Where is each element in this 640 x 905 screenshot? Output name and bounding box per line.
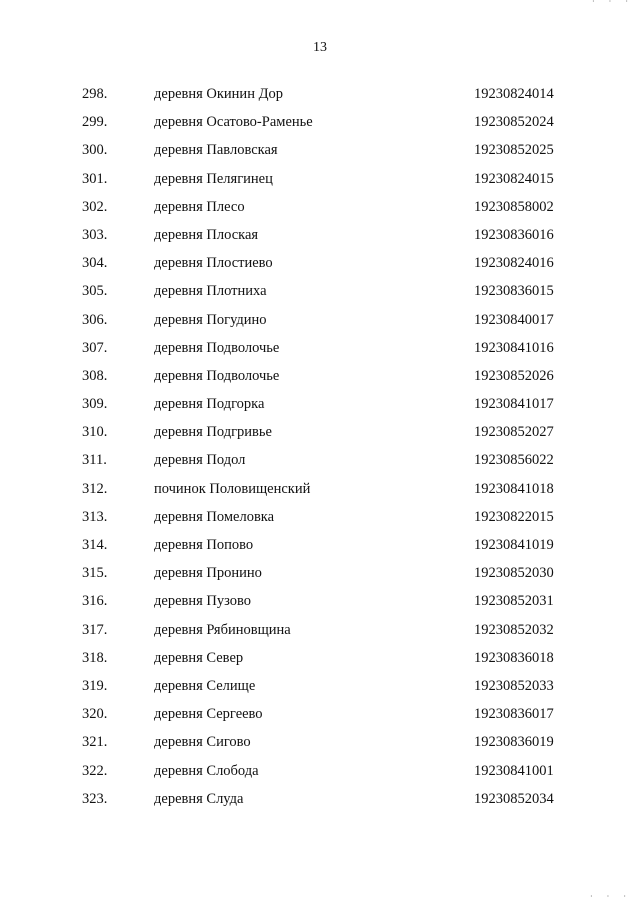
settlement-row (0, 422, 640, 450)
row-number: 321. (82, 734, 108, 751)
oktmo-code: 19230841016 (474, 339, 554, 356)
row-number: 307. (82, 339, 108, 356)
row-number: 298. (82, 86, 108, 102)
settlement-row (0, 479, 640, 507)
row-number: 299. (82, 114, 108, 131)
settlement-list (0, 84, 640, 817)
settlement-name: деревня Селище (154, 677, 256, 694)
settlement-name: деревня Сигово (154, 734, 251, 751)
settlement-row (0, 253, 640, 281)
oktmo-code: 19230852024 (474, 114, 554, 131)
settlement-name: деревня Попово (154, 537, 254, 553)
oktmo-code: 19230852027 (474, 424, 554, 441)
row-number: 315. (82, 565, 108, 582)
settlement-row (0, 225, 640, 253)
oktmo-code: 19230836015 (474, 283, 554, 300)
oktmo-code: 19230852030 (474, 565, 554, 582)
settlement-name: деревня Подволочье (154, 339, 280, 356)
oktmo-code: 19230852031 (474, 593, 554, 610)
oktmo-code: 19230841018 (474, 480, 554, 497)
settlement-name: деревня Рябиновщина (154, 621, 291, 638)
settlement-row (0, 676, 640, 704)
settlement-row (0, 366, 640, 394)
settlement-name: починок Половищенский (154, 480, 311, 497)
row-number: 314. (82, 537, 108, 553)
row-number: 302. (82, 198, 108, 215)
settlement-name: деревня Плоская (154, 226, 259, 243)
oktmo-code: 19230824015 (474, 170, 554, 187)
settlement-row (0, 310, 640, 338)
row-number: 304. (82, 255, 108, 272)
settlement-name: деревня Подгривье (154, 424, 272, 441)
oktmo-code: 19230852034 (474, 790, 554, 807)
settlement-row (0, 732, 640, 760)
page-number: 13 (313, 40, 327, 55)
settlement-row (0, 704, 640, 732)
row-number: 306. (82, 311, 108, 328)
oktmo-code: 19230841017 (474, 396, 554, 413)
scan-artifact-mark: · · · (592, 0, 634, 6)
settlement-row (0, 140, 640, 168)
row-number: 311. (82, 452, 107, 469)
settlement-name: деревня Север (154, 649, 244, 666)
row-number: 310. (82, 424, 108, 441)
oktmo-code: 19230824014 (474, 86, 554, 102)
settlement-row (0, 761, 640, 789)
settlement-row (0, 563, 640, 591)
settlement-name: деревня Помеловка (154, 508, 275, 525)
row-number: 305. (82, 283, 108, 300)
scan-artifact-mark: · · · (590, 892, 632, 901)
settlement-name: деревня Осатово-Раменье (154, 114, 313, 131)
settlement-name: деревня Плотниха (154, 283, 267, 300)
settlement-row (0, 789, 640, 817)
settlement-row (0, 507, 640, 535)
settlement-row (0, 620, 640, 648)
row-number: 312. (82, 480, 108, 497)
row-number: 318. (82, 649, 108, 666)
oktmo-code: 19230822015 (474, 508, 554, 525)
settlement-row (0, 535, 640, 563)
oktmo-code: 19230824016 (474, 255, 554, 272)
row-number: 309. (82, 396, 108, 413)
oktmo-code: 19230856022 (474, 452, 554, 469)
settlement-name: деревня Погудино (154, 311, 267, 328)
oktmo-code: 19230858002 (474, 198, 554, 215)
settlement-name: деревня Плостиево (154, 255, 273, 272)
row-number: 308. (82, 367, 108, 384)
settlement-row (0, 112, 640, 140)
oktmo-code: 19230852032 (474, 621, 554, 638)
settlement-row (0, 84, 640, 112)
settlement-name: деревня Слобода (154, 762, 259, 779)
settlement-name: деревня Окинин Дор (154, 86, 283, 102)
oktmo-code: 19230836016 (474, 226, 554, 243)
row-number: 313. (82, 508, 108, 525)
row-number: 303. (82, 226, 108, 243)
settlement-row (0, 591, 640, 619)
row-number: 322. (82, 762, 108, 779)
oktmo-code: 19230836018 (474, 649, 554, 666)
settlement-row (0, 450, 640, 478)
settlement-row (0, 281, 640, 309)
settlement-name: деревня Подгорка (154, 396, 265, 413)
row-number: 317. (82, 621, 108, 638)
settlement-row (0, 338, 640, 366)
oktmo-code: 19230840017 (474, 311, 554, 328)
oktmo-code: 19230852033 (474, 677, 554, 694)
oktmo-code: 19230852025 (474, 142, 554, 159)
row-number: 320. (82, 706, 108, 723)
settlement-row (0, 197, 640, 225)
oktmo-code: 19230836017 (474, 706, 554, 723)
settlement-name: деревня Павловская (154, 142, 278, 159)
settlement-name: деревня Подволочье (154, 367, 280, 384)
row-number: 323. (82, 790, 108, 807)
settlement-name: деревня Пронино (154, 565, 262, 582)
oktmo-code: 19230836019 (474, 734, 554, 751)
row-number: 319. (82, 677, 108, 694)
row-number: 316. (82, 593, 108, 610)
settlement-name: деревня Сергеево (154, 706, 263, 723)
oktmo-code: 19230841001 (474, 762, 554, 779)
row-number: 301. (82, 170, 108, 187)
settlement-row (0, 394, 640, 422)
settlement-name: деревня Подол (154, 452, 246, 469)
settlement-row (0, 648, 640, 676)
settlement-name: деревня Пелягинец (154, 170, 273, 187)
settlement-name: деревня Пузово (154, 593, 252, 610)
settlement-name: деревня Слуда (154, 790, 244, 807)
oktmo-code: 19230841019 (474, 537, 554, 553)
row-number: 300. (82, 142, 108, 159)
settlement-row (0, 169, 640, 197)
settlement-name: деревня Плесо (154, 198, 245, 215)
oktmo-code: 19230852026 (474, 367, 554, 384)
